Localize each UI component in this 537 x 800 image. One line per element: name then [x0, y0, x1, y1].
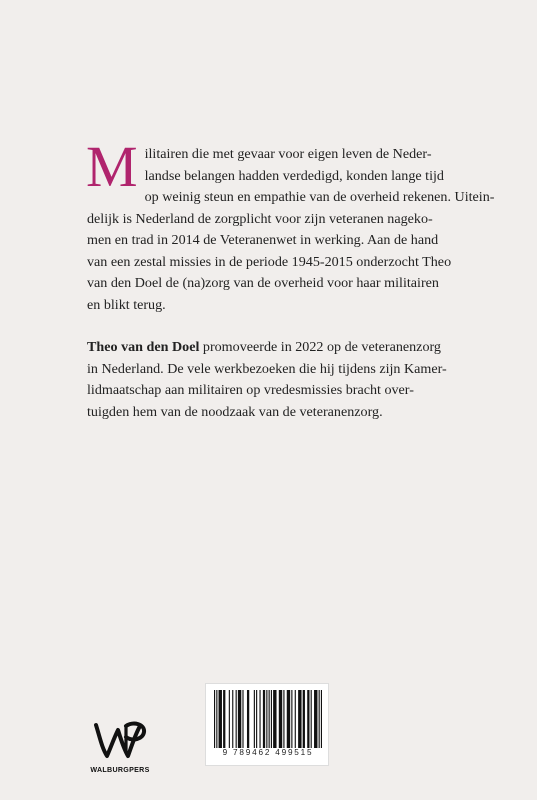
barcode-bar	[269, 690, 270, 748]
dropcap: M	[86, 134, 138, 199]
barcode-bar	[287, 690, 290, 748]
barcode-bar	[279, 690, 282, 748]
barcode-bar	[273, 690, 276, 748]
barcode-bar	[314, 690, 317, 748]
intro-line: van een zestal missies in de periode 1945-2015 onderzocht Theo	[87, 253, 452, 270]
barcode-bar	[259, 690, 260, 748]
barcode-bar	[271, 690, 272, 748]
barcode-bar	[321, 690, 322, 748]
barcode-box	[205, 683, 329, 766]
barcode-bar	[303, 690, 305, 748]
barcode-bar	[242, 690, 243, 748]
barcode-bar	[311, 690, 312, 748]
intro-line: van den Doel de (na)zorg van de overheid voor haar militairen	[87, 275, 439, 291]
intro-line: landse belangen hadden verdedigd, konden lange tijd	[144, 167, 444, 184]
bio-line: in Nederland. De vele werkbezoeken die hij tijdens zijn Kamer-	[87, 360, 447, 377]
barcode-bar	[219, 690, 222, 748]
barcode-bar	[229, 690, 230, 748]
publisher-logo	[85, 720, 155, 780]
barcode-bar	[236, 690, 237, 748]
barcode-bar	[283, 690, 284, 748]
barcode-bar	[232, 690, 233, 748]
barcode-bar	[238, 690, 241, 748]
back-cover-text	[86, 134, 495, 423]
barcode-bar	[223, 690, 225, 748]
barcode-bar	[247, 690, 249, 748]
walburgpers-logo-icon	[90, 720, 150, 762]
barcode-bar	[263, 690, 265, 748]
barcode-bar	[295, 690, 296, 748]
intro-line: delijk is Nederland de zorgplicht voor zijn veteranen nageko-	[87, 210, 433, 227]
author-bio-paragraph	[87, 337, 467, 423]
barcode-bar	[216, 690, 217, 748]
intro-line: en blikt terug.	[87, 296, 166, 313]
barcode-bar	[319, 690, 320, 748]
isbn-number: 9 789462 499515	[222, 748, 314, 757]
barcode	[214, 690, 322, 748]
bio-line: tuigden hem van de noodzaak van de veteranenzorg.	[87, 403, 383, 420]
barcode-bar	[298, 690, 301, 748]
bio-line: Theo van den Doel promoveerde in 2022 op de veteranenzorg	[87, 339, 441, 355]
barcode-bar	[307, 690, 309, 748]
barcode-bar	[266, 690, 267, 748]
barcode-bar	[256, 690, 257, 748]
author-name: Theo van den Doel	[87, 339, 200, 355]
intro-line: men en trad in 2014 de Veteranenwet in werking. Aan de hand	[87, 232, 439, 248]
barcode-bar	[254, 690, 255, 748]
publisher-name: WALBURGPERS	[90, 766, 150, 774]
barcode-bar	[291, 690, 292, 748]
intro-paragraph	[86, 134, 495, 316]
bio-line: lidmaatschap aan militairen op vredesmissies bracht over-	[87, 382, 414, 398]
intro-line: ilitairen die met gevaar voor eigen leven de Neder-	[144, 146, 432, 162]
barcode-bar	[214, 690, 215, 748]
intro-line: op weinig steun en empathie van de overheid rekenen. Uitein-	[144, 189, 495, 205]
